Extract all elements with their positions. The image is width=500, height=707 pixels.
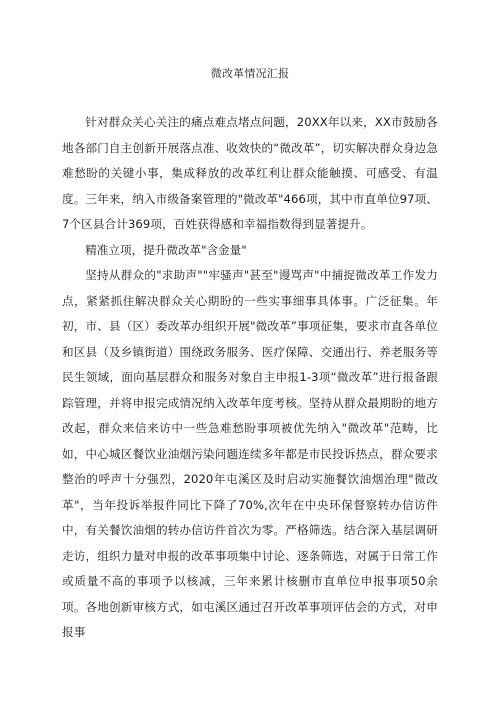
section-heading: 精准立项，提升微改革"含金量" (85, 242, 247, 257)
body-paragraph-main: 坚持从群众的"求助声""牢骚声"甚至"谩骂声"中捕捉微改革工作发力点，紧紧抓住解决群众关心期盼的一些实事细事具体事。广泛征集。年初，市、县（区）委改革办组织开展"微改革”事项征集，要求市直各单位和区县（及乡镇街道）围绕政务服务、医疗保障、交通出行、养老服务等民生领域，面向基层群众和服务对象自主申报1-3项“微改革”进行报备跟踪管理，并将申报完成情况纳入改革年度考核。坚持从群众最期盼的地方改起，群众来信来访中一些急难愁盼事项被优先纳入"微改革"范畴，比如，中心城区餐饮业油烟污染问题连续多年都是市民投诉热点，群众要求整治的呼声十分强烈，2020年屯溪区及时启动实施餐饮油烟治理"微改革"，当年投诉举报件同比下降了70%,次年在中央环保督察转办信访件中，有关餐饮油烟的转办信访件首次为零。严格筛选。结合深入基层调研走访，组织力量对申报的改革事项集中讨论、逐条筛选，对属于日常工作或质量不高的事项予以核减，三年来累计核删市直单位申报事项50余项。各地创新审核方式，如屯溪区通过召开改革事项评估会的方式，对申报事 (62, 268, 438, 639)
document-title: 微改革情况汇报 (210, 67, 290, 80)
body-paragraph-intro: 针对群众关心关注的痛点难点堵点问题，20XX年以来，XX市鼓励各地各部门自主创新开展落点准、收效快的“微改革”，切实解决群众身边急难愁盼的关键小事，集成释放的改革红利让群众能触摸、可感受、有温度。三年来，纳入市级备案管理的"微改革"466项，其中市直单位97项、7个区县合计369项，百姓获得感和幸福指数得到显著提升。 (62, 115, 438, 231)
